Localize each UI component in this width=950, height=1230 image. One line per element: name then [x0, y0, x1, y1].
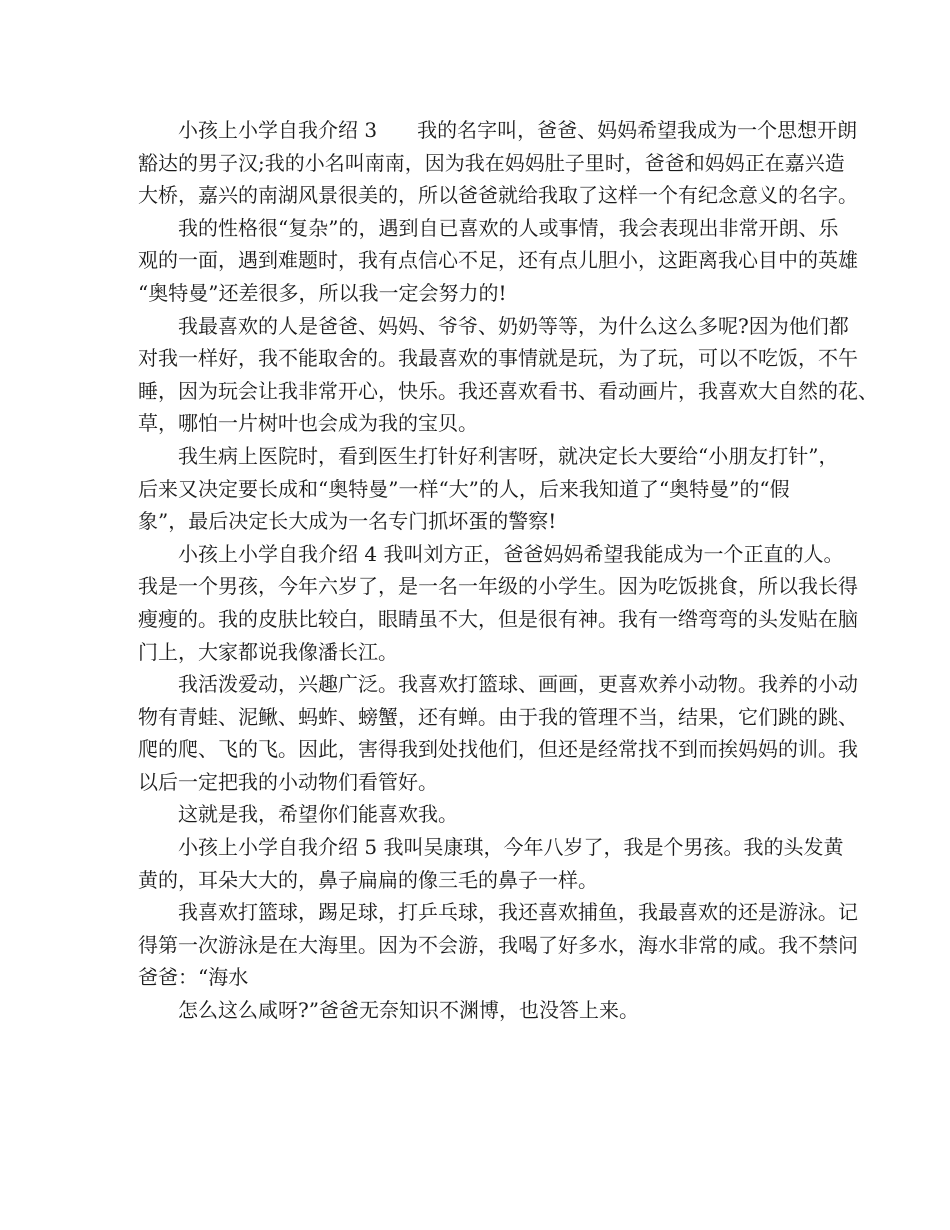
text-line: 物有青蛙、泥鳅、蚂蚱、螃蟹，还有蝉。由于我的管理不当，结果，它们跳的跳、	[138, 704, 858, 729]
paragraph	[138, 994, 828, 1027]
text-line: 对我一样好，我不能取舍的。我最喜欢的事情就是玩，为了玩，可以不吃饭，不午	[138, 346, 858, 371]
text-line: 我喜欢打篮球，踢足球，打乒乓球，我还喜欢捕鱼，我最喜欢的还是游泳。记	[178, 900, 858, 925]
paragraph	[138, 896, 858, 994]
document-body	[138, 114, 878, 1027]
paragraph	[138, 538, 858, 668]
paragraph	[138, 212, 858, 310]
text-line: “奥特曼”还差很多，所以我一定会努力的!	[138, 280, 507, 305]
text-line: 我生病上医院时，看到医生打针好利害呀，就决定长大要给“小朋友打针”，	[178, 443, 839, 468]
text-line: 观的一面，遇到难题时，我有点信心不足，还有点儿胆小，这距离我心目中的英雄	[138, 248, 858, 273]
text-line: 黄的，耳朵大大的，鼻子扁扁的像三毛的鼻子一样。	[138, 867, 598, 892]
text-line: 爸爸：“海水	[138, 965, 249, 990]
text-line: 这就是我，希望你们能喜欢我。	[178, 802, 458, 827]
text-line: 得第一次游泳是在大海里。因为不会游，我喝了好多水，海水非常的咸。我不禁问	[138, 932, 858, 957]
paragraph	[138, 310, 878, 440]
text-line: 小孩上小学自我介绍 4 我叫刘方正，爸爸妈妈希望我能成为一个正直的人。	[178, 541, 844, 566]
paragraph	[138, 440, 839, 538]
text-line: 以后一定把我的小动物们看管好。	[138, 769, 438, 794]
text-line: 后来又决定要长成和“奥特曼”一样“大”的人，后来我知道了“奥特曼”的“假	[138, 476, 790, 501]
text-line: 我最喜欢的人是爸爸、妈妈、爷爷、奶奶等等，为什么这么多呢?因为他们都	[178, 313, 849, 338]
text-line: 我的性格很“复杂”的，遇到自已喜欢的人或事情，我会表现出非常开朗、乐	[178, 215, 839, 240]
paragraph	[138, 831, 844, 896]
text-line: 怎么这么咸呀?”爸爸无奈知识不渊博，也没答上来。	[178, 998, 639, 1023]
text-line: 象”，最后决定长大成为一名专门抓坏蛋的警察!	[138, 509, 557, 534]
text-line: 爬的爬、飞的飞。因此，害得我到处找他们，但还是经常找不到而挨妈妈的训。我	[138, 737, 858, 762]
text-line: 大桥，嘉兴的南湖风景很美的，所以爸爸就给我取了这样一个有纪念意义的名字。	[138, 183, 858, 208]
text-line: 门上，大家都说我像潘长江。	[138, 639, 398, 664]
paragraph	[138, 798, 828, 831]
text-line: 小孩上小学自我介绍 5 我叫吴康琪，今年八岁了，我是个男孩。我的头发黄	[178, 835, 844, 860]
paragraph	[138, 114, 858, 212]
text-line: 豁达的男子汉;我的小名叫南南，因为我在妈妈肚子里时，爸爸和妈妈正在嘉兴造	[138, 150, 845, 175]
text-line: 睡，因为玩会让我非常开心，快乐。我还喜欢看书、看动画片，我喜欢大自然的花、	[138, 378, 878, 403]
text-line: 瘦瘦的。我的皮肤比较白，眼睛虽不大，但是很有神。我有一绺弯弯的头发贴在脑	[138, 606, 858, 631]
text-line: 草，哪怕一片树叶也会成为我的宝贝。	[138, 411, 478, 436]
paragraph	[138, 668, 858, 798]
text-line: 我活泼爱动，兴趣广泛。我喜欢打篮球、画画，更喜欢养小动物。我养的小动	[178, 672, 858, 697]
text-line: 小孩上小学自我介绍 3 我的名字叫，爸爸、妈妈希望我成为一个思想开朗	[178, 118, 858, 142]
text-line: 我是一个男孩，今年六岁了，是一名一年级的小学生。因为吃饭挑食，所以我长得	[138, 574, 858, 599]
